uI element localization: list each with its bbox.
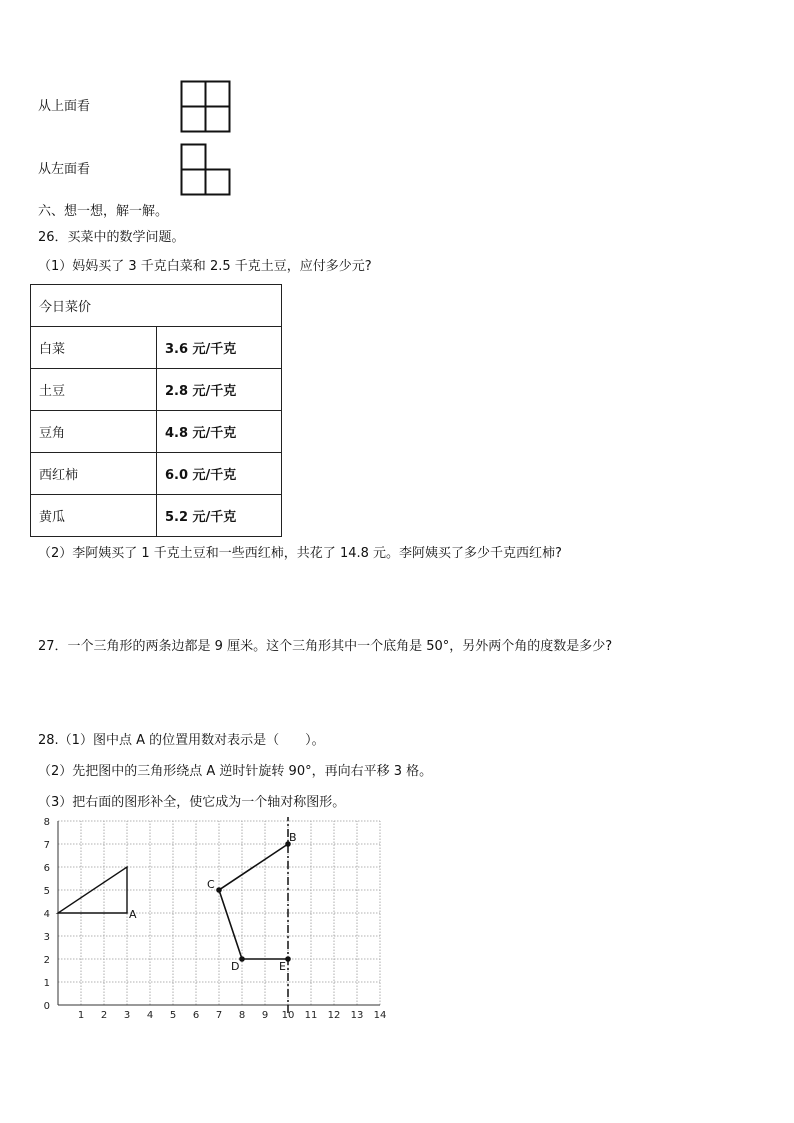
x-tick-label: 2 [100,1010,108,1021]
half-figure [219,844,288,959]
y-tick-label: 7 [43,840,50,851]
y-tick-label: 5 [43,886,50,897]
y-tick-label: 8 [43,817,50,828]
y-tick-label: 2 [43,955,50,966]
veg-name: 西红柿 [31,453,157,495]
veg-price: 5.2 元/千克 [157,495,282,537]
left-view-figure [180,143,232,197]
point-d [239,956,245,962]
x-tick-label: 12 [327,1010,341,1021]
price-table [30,284,282,537]
veg-name: 黄瓜 [31,495,157,537]
y-tick-label: 0 [43,1001,50,1012]
y-tick-label: 4 [43,909,50,920]
q26-part2: （2）李阿姨买了 1 千克土豆和一些西红柿，共花了 14.8 元。李阿姨买了多少千克西红柿? [38,546,562,561]
x-tick-label: 9 [261,1010,269,1021]
section-title: 六、想一想，解一解。 [38,204,169,219]
x-tick-label: 11 [304,1010,318,1021]
q27-text: 27．一个三角形的两条边都是 9 厘米。这个三角形其中一个底角是 50°，另外两个角的度数是多少? [38,639,613,654]
y-tick-label: 1 [43,978,50,989]
veg-price: 4.8 元/千克 [157,411,282,453]
x-tick-label: 4 [146,1010,154,1021]
view-top-label: 从上面看 [38,99,91,114]
point-label-a: A [129,908,137,921]
x-tick-label: 7 [215,1010,223,1021]
top-view-figure [180,80,232,134]
q28-part1: 28.（1）图中点 A 的位置用数对表示是（ ）。 [38,733,325,748]
q28-part2: （2）先把图中的三角形绕点 A 逆时针旋转 90°，再向右平移 3 格。 [38,764,433,779]
x-tick-label: 1 [77,1010,85,1021]
table-row [31,411,282,453]
table-header: 今日菜价 [31,285,282,327]
x-tick-label: 5 [169,1010,177,1021]
point-e [285,956,291,962]
q26-title: 26．买菜中的数学问题。 [38,230,185,245]
table-row [31,495,282,537]
veg-name: 土豆 [31,369,157,411]
veg-price: 2.8 元/千克 [157,369,282,411]
table-row [31,327,282,369]
point-label-b: B [289,831,297,844]
coordinate-grid [30,816,400,1026]
veg-price: 3.6 元/千克 [157,327,282,369]
point-label-e: E [279,960,286,973]
x-tick-label: 3 [123,1010,131,1021]
veg-name: 豆角 [31,411,157,453]
q28-part3: （3）把右面的图形补全，使它成为一个轴对称图形。 [38,795,346,810]
table-row [31,369,282,411]
x-tick-label: 14 [373,1010,387,1021]
y-tick-label: 3 [43,932,50,943]
x-tick-label: 8 [238,1010,246,1021]
veg-price: 6.0 元/千克 [157,453,282,495]
y-tick-label: 6 [43,863,50,874]
point-label-c: C [207,878,215,891]
table-row [31,453,282,495]
point-c [216,887,222,893]
x-tick-label: 6 [192,1010,200,1021]
view-left-label: 从左面看 [38,162,91,177]
x-tick-label: 13 [350,1010,364,1021]
point-label-d: D [231,960,240,973]
table-header-row [31,285,282,327]
veg-name: 白菜 [31,327,157,369]
q26-part1: （1）妈妈买了 3 千克白菜和 2.5 千克土豆，应付多少元? [38,259,372,274]
x-tick-label: 10 [281,1010,295,1021]
